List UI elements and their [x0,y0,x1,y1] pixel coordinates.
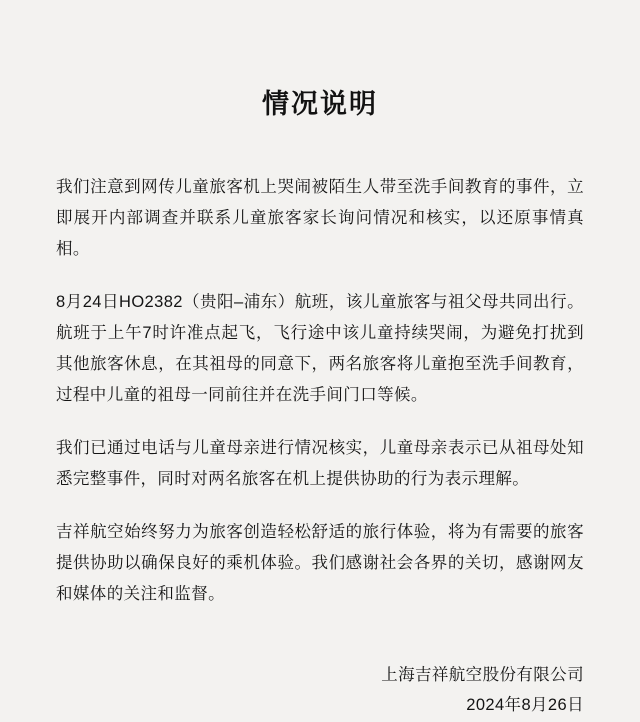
paragraph-2: 8月24日HO2382（贵阳–浦东）航班，该儿童旅客与祖父母共同出行。航班于上午7时许准点起飞，飞行途中该儿童持续哭闹，为避免打扰到其他旅客休息，在其祖母的同意下，两名旅客将儿童抱至洗手间教育，过程中儿童的祖母一同前往并在洗手间门口等候。 [56,293,584,405]
signature-date: 2024年8月26日 [466,696,584,715]
paragraph-4: 吉祥航空始终努力为旅客创造轻松舒适的旅行体验，将为有需要的旅客提供协助以确保良好的乘机体验。我们感谢社会各界的关切，感谢网友和媒体的关注和监督。 [56,523,584,604]
page-title: 情况说明 [262,89,378,119]
signature-block [56,660,584,720]
signature-company: 上海吉祥航空股份有限公司 [381,666,584,685]
paragraph-3: 我们已通过电话与儿童母亲进行情况核实，儿童母亲表示已从祖母处知悉完整事件，同时对两名旅客在机上提供协助的行为表示理解。 [56,439,584,489]
paragraph-1: 我们注意到网传儿童旅客机上哭闹被陌生人带至洗手间教育的事件，立即展开内部调查并联系儿童旅客家长询问情况和核实，以还原事情真相。 [56,178,584,259]
